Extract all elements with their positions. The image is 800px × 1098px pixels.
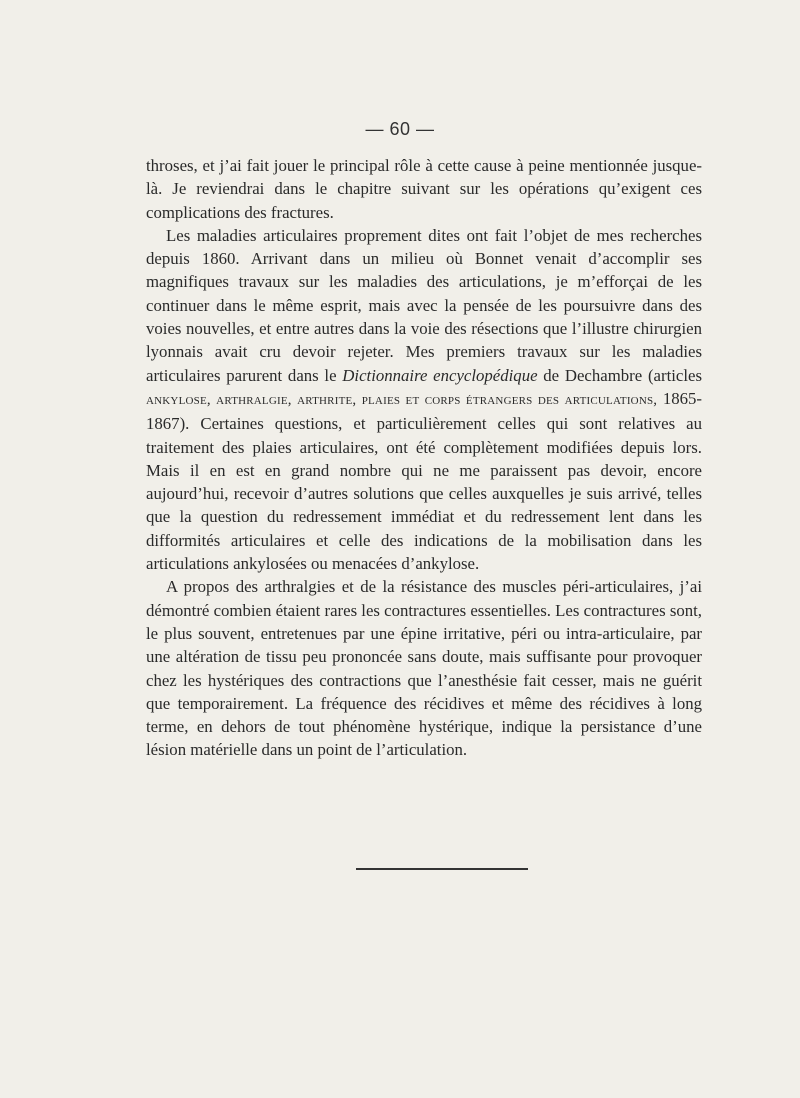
paragraph-2-part-a: Les maladies articulaires proprement dites ont fait l’objet de mes recherches depuis 1860. Arrivant dans un milieu où Bonnet venait d’accomplir ses magnifiques travaux sur les maladies des articulations, je m’efforçai de les continuer dans le même esprit, mais avec la pensée de les poursuivre dans des voies nouvelles, et entre autres dans la voie des résections que l’illustre chirurgien lyonnais avait cru devoir rejeter. Mes premiers travaux sur les maladies articulaires parurent dans le [146,225,702,385]
dictionary-title: Dictionnaire encyclopédique [342,365,538,385]
paragraph-2-part-c: 1865-1867). Certaines questions, et particulièrement celles qui sont relatives au traitement des plaies articulaires, ont été complètement modifiées depuis lors. Mais il en est en grand nombre qui ne me paraissent pas devoir, encore aujourd’hui, recevoir d’autres solutions que celles auxquelles je suis arrivé, telles que la question du redressement immédiat et du redressement lent dans les difformités articulaires et celle des indications de la mobilisation dans les articulations ankylosées ou menacées d’ankylose. [146,388,702,574]
article-list: ankylose, arthralgie, arthrite, plaies et corps étrangers des articulations, [146,391,658,408]
paragraph-1: throses, et j’ai fait jouer le principal rôle à cette cause à peine mentionnée jusque-là. Je reviendrai dans le chapitre suivant sur les opérations qu’exigent ces complications des fractures. [146,156,702,222]
section-divider [356,868,528,870]
page-number: — 60 — [365,119,435,139]
body-text [146,154,702,762]
paragraph-3: A propos des arthralgies et de la résistance des muscles péri-articulaires, j’ai démontré combien étaient rares les contractures essentielles. Les contractures sont, le plus souvent, entretenues par une épine irritative, péri ou intra-articulaire, par une altération de tissu peu prononcée sans doute, mais suffisante pour provoquer chez les hystériques des contractions que l’anesthésie fait cesser, mais ne guérit que temporairement. La fréquence des récidives et même des récidives à long terme, en dehors de tout phénomène hystérique, indique la persistance d’une lésion matérielle dans un point de l’articulation. [146,577,702,760]
paragraph-2-part-b: de Dechambre (articles [537,365,702,385]
paragraph-2 [146,224,702,575]
